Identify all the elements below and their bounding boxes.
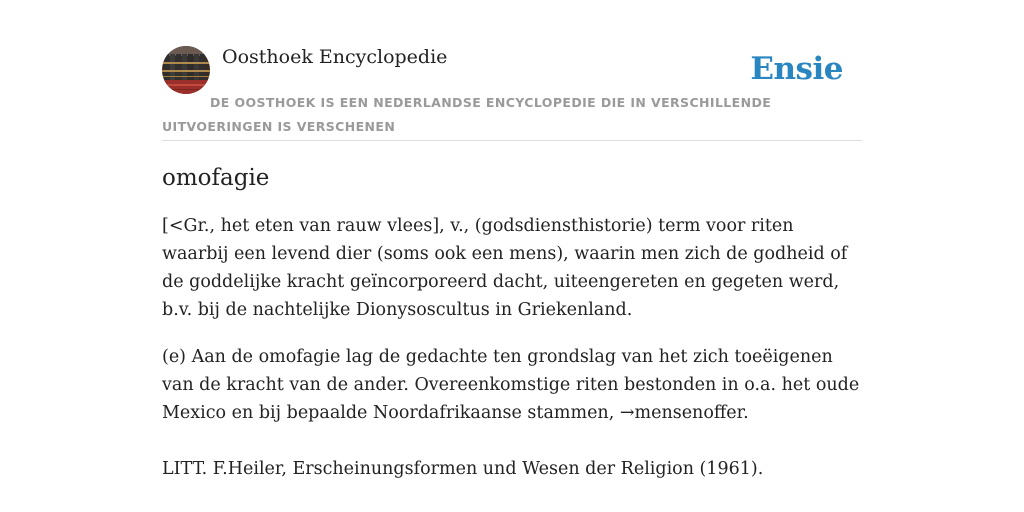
entry-term: omofagie xyxy=(162,165,270,191)
book-spines-image xyxy=(162,46,210,94)
entry-literature: LITT. F.Heiler, Erscheinungsformen und Wesen der Religion (1961). xyxy=(162,459,764,479)
paragraph-2-end: . xyxy=(743,403,749,423)
entry-content xyxy=(162,160,862,483)
entry-paragraph-2 xyxy=(162,343,862,427)
ensie-logo[interactable]: Ensie xyxy=(750,51,843,87)
site-tagline: DE OOSTHOEK IS EEN NEDERLANDSE ENCYCLOPEDIE DIE IN VERSCHILLENDE UITVOERINGEN IS VERSCHENEN xyxy=(162,95,772,134)
site-title[interactable]: Oosthoek Encyclopedie xyxy=(222,46,448,68)
encyclopedia-books-avatar[interactable] xyxy=(162,46,210,94)
site-header xyxy=(162,46,862,141)
mensenoffer-link[interactable]: →mensenoffer xyxy=(619,403,744,423)
entry-paragraph-1: [<Gr., het eten van rauw vlees], v., (godsdiensthistorie) term voor riten waarbij een levend dier (soms ook een mens), waarin men zich de godheid of de goddelijke kracht geïncorporeerd dacht, uiteengereten en gegeten werd, b.v. bij de nachtelijke Dionysoscultus in Griekenland. xyxy=(162,216,848,320)
paragraph-2-text: (e) Aan de omofagie lag de gedachte ten grondslag van het zich toeëigenen van de kracht van de ander. Overeenkomstige riten bestonden in o.a. het oude Mexico en bij bepaalde Noordafrikaanse stammen, xyxy=(162,347,860,423)
